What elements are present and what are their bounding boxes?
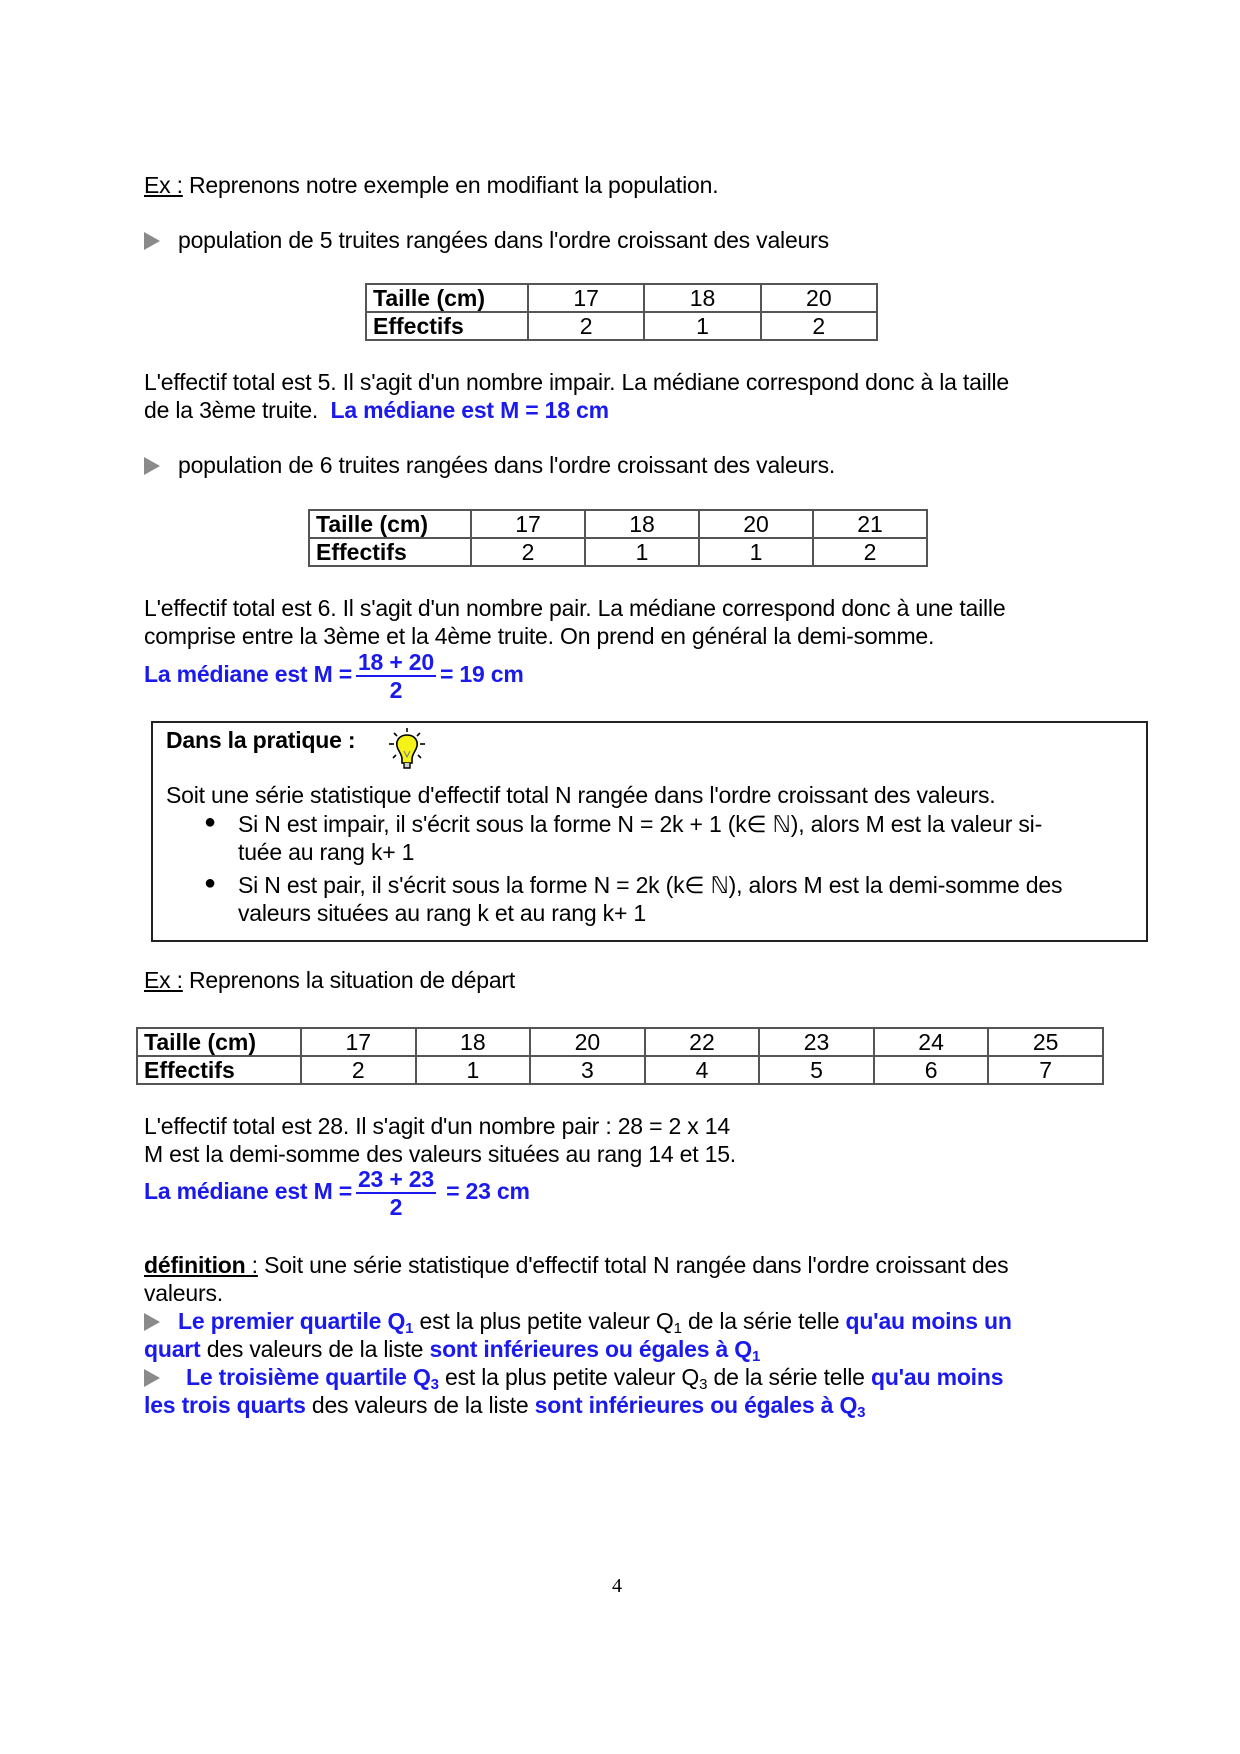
fraction-numerator: 23 + 23 <box>357 1166 434 1192</box>
table-cell: 7 <box>988 1056 1103 1084</box>
q3-text: des valeurs de la liste <box>305 1392 535 1418</box>
table-row <box>366 312 877 340</box>
pop6-text: population de 6 truites rangées dans l'ordre croissant des valeurs. <box>178 452 836 478</box>
fraction-numerator: 18 + 20 <box>357 649 434 675</box>
q3-conclusion-text: sont inférieures ou égales à Q <box>534 1392 858 1418</box>
row-header: Effectifs <box>366 312 528 340</box>
pop6-table <box>308 509 928 567</box>
practice-box-title: Dans la pratique : <box>166 727 356 753</box>
practice-bullet-odd-line1: Si N est impair, il s'écrit sous la forme N = 2k + 1 (k∈ ℕ), alors M est la valeur si- <box>238 811 1043 837</box>
page-number: 4 <box>612 1575 622 1597</box>
definition-line1 <box>144 1251 1008 1279</box>
example2-paragraph-line2: M est la demi-somme des valeurs situées au rang 14 et 15. <box>144 1141 737 1167</box>
subscript: 1 <box>673 1320 682 1337</box>
subscript: 1 <box>751 1348 761 1365</box>
q3-text: est la plus petite valeur Q <box>438 1364 700 1390</box>
row-header: Effectifs <box>137 1056 301 1084</box>
table-cell: 2 <box>761 312 877 340</box>
pop6-result <box>144 649 524 703</box>
row-header: Effectifs <box>309 538 471 566</box>
q1-conclusion-text: sont inférieures ou égales à Q <box>429 1336 752 1362</box>
q1-emphasis: qu'au moins un <box>845 1308 1012 1334</box>
row-header: Taille (cm) <box>366 284 528 312</box>
example2-intro <box>144 966 515 994</box>
q3-term <box>186 1364 439 1393</box>
q1-term-text: Le premier quartile Q <box>178 1308 406 1334</box>
pop5-para-text: de la 3ème truite. <box>144 397 319 423</box>
q3-term-text: Le troisième quartile Q <box>186 1364 431 1390</box>
example-label: Ex : <box>144 967 183 993</box>
table-row <box>137 1028 1103 1056</box>
table-cell: 22 <box>645 1028 760 1056</box>
example2-result <box>144 1166 530 1220</box>
table-cell: 23 <box>759 1028 874 1056</box>
pop5-result: La médiane est M = 18 cm <box>330 397 609 423</box>
table-row <box>137 1056 1103 1084</box>
q3-line2 <box>144 1391 865 1427</box>
table-cell: 20 <box>761 284 877 312</box>
pop5-heading <box>144 226 829 254</box>
q3-text: de la série telle <box>707 1364 871 1390</box>
definition-colon: : <box>245 1252 258 1278</box>
q1-conclusion <box>429 1336 761 1365</box>
result-suffix: = 19 cm <box>439 661 524 688</box>
subscript: 1 <box>405 1320 414 1337</box>
table-cell: 25 <box>988 1028 1103 1056</box>
table-cell: 2 <box>471 538 585 566</box>
subscript: 3 <box>430 1376 439 1393</box>
fraction-denominator: 2 <box>389 1194 403 1220</box>
table-cell: 20 <box>699 510 813 538</box>
table-cell: 17 <box>471 510 585 538</box>
q1-term <box>178 1308 414 1337</box>
result-suffix: = 23 cm <box>446 1178 530 1205</box>
subscript: 3 <box>857 1404 866 1421</box>
definition-text: Soit une série statistique d'effectif total N rangée dans l'ordre croissant des <box>257 1252 1009 1278</box>
table-cell: 1 <box>699 538 813 566</box>
practice-bullet-odd-line2: tuée au rang k+ 1 <box>238 839 415 865</box>
practice-bullet-even-line2: valeurs situées au rang k et au rang k+ 1 <box>238 900 646 926</box>
pop6-paragraph-line2: comprise entre la 3ème et la 4ème truite. On prend en général la demi-somme. <box>144 623 935 649</box>
triangle-bullet-icon <box>144 1369 160 1387</box>
lightbulb-icon <box>386 727 428 771</box>
table-cell: 18 <box>644 284 760 312</box>
bullet-dot-icon: ● <box>204 872 217 894</box>
table-cell: 17 <box>528 284 644 312</box>
fraction <box>356 649 436 703</box>
result-prefix: La médiane est M = <box>144 661 352 688</box>
q1-text: est la plus petite valeur Q <box>413 1308 674 1334</box>
example-text: Reprenons la situation de départ <box>182 967 516 993</box>
q1-text: des valeurs de la liste <box>200 1336 430 1362</box>
table-cell: 6 <box>874 1056 989 1084</box>
table-cell: 18 <box>585 510 699 538</box>
table-cell: 1 <box>644 312 760 340</box>
bullet-dot-icon: ● <box>204 811 217 833</box>
table-cell: 24 <box>874 1028 989 1056</box>
full-table <box>136 1027 1104 1085</box>
triangle-bullet-icon <box>144 457 160 475</box>
q1-text: de la série telle <box>681 1308 846 1334</box>
table-cell: 3 <box>530 1056 645 1084</box>
q3-emphasis: qu'au moins <box>870 1364 1004 1390</box>
row-header: Taille (cm) <box>309 510 471 538</box>
table-cell: 5 <box>759 1056 874 1084</box>
table-cell: 1 <box>416 1056 531 1084</box>
q3-conclusion <box>534 1392 866 1421</box>
definition-label: définition <box>144 1252 246 1278</box>
table-cell: 2 <box>813 538 927 566</box>
practice-box-intro: Soit une série statistique d'effectif total N rangée dans l'ordre croissant des valeurs. <box>166 782 996 808</box>
pop5-paragraph-line2 <box>144 396 609 424</box>
pop5-text: population de 5 truites rangées dans l'ordre croissant des valeurs <box>178 227 829 253</box>
table-cell: 2 <box>528 312 644 340</box>
table-cell: 21 <box>813 510 927 538</box>
q3-emphasis: les trois quarts <box>144 1392 306 1418</box>
table-cell: 18 <box>416 1028 531 1056</box>
example-intro <box>144 171 718 199</box>
table-row <box>309 538 927 566</box>
example-label: Ex : <box>144 172 183 198</box>
pop6-heading <box>144 451 835 479</box>
table-cell: 2 <box>301 1056 416 1084</box>
practice-bullet-even-line1: Si N est pair, il s'écrit sous la forme N = 2k (k∈ ℕ), alors M est la demi-somme des <box>238 872 1063 898</box>
triangle-bullet-icon <box>144 1313 160 1331</box>
table-row <box>366 284 877 312</box>
definition-line2: valeurs. <box>144 1280 223 1306</box>
q1-emphasis: quart <box>144 1336 201 1362</box>
pop5-table <box>365 283 878 341</box>
fraction <box>356 1166 436 1220</box>
fraction-denominator: 2 <box>389 677 403 703</box>
row-header: Taille (cm) <box>137 1028 301 1056</box>
subscript: 3 <box>699 1376 708 1393</box>
table-cell: 4 <box>645 1056 760 1084</box>
table-cell: 17 <box>301 1028 416 1056</box>
table-cell: 20 <box>530 1028 645 1056</box>
table-row <box>309 510 927 538</box>
pop5-paragraph-line1: L'effectif total est 5. Il s'agit d'un nombre impair. La médiane correspond donc à la taille <box>144 369 1010 395</box>
pop6-paragraph-line1: L'effectif total est 6. Il s'agit d'un nombre pair. La médiane correspond donc à une taille <box>144 595 1006 621</box>
triangle-bullet-icon <box>144 232 160 250</box>
table-cell: 1 <box>585 538 699 566</box>
example2-paragraph-line1: L'effectif total est 28. Il s'agit d'un nombre pair : 28 = 2 x 14 <box>144 1113 730 1139</box>
example-text: Reprenons notre exemple en modifiant la population. <box>182 172 719 198</box>
result-prefix: La médiane est M = <box>144 1178 352 1205</box>
